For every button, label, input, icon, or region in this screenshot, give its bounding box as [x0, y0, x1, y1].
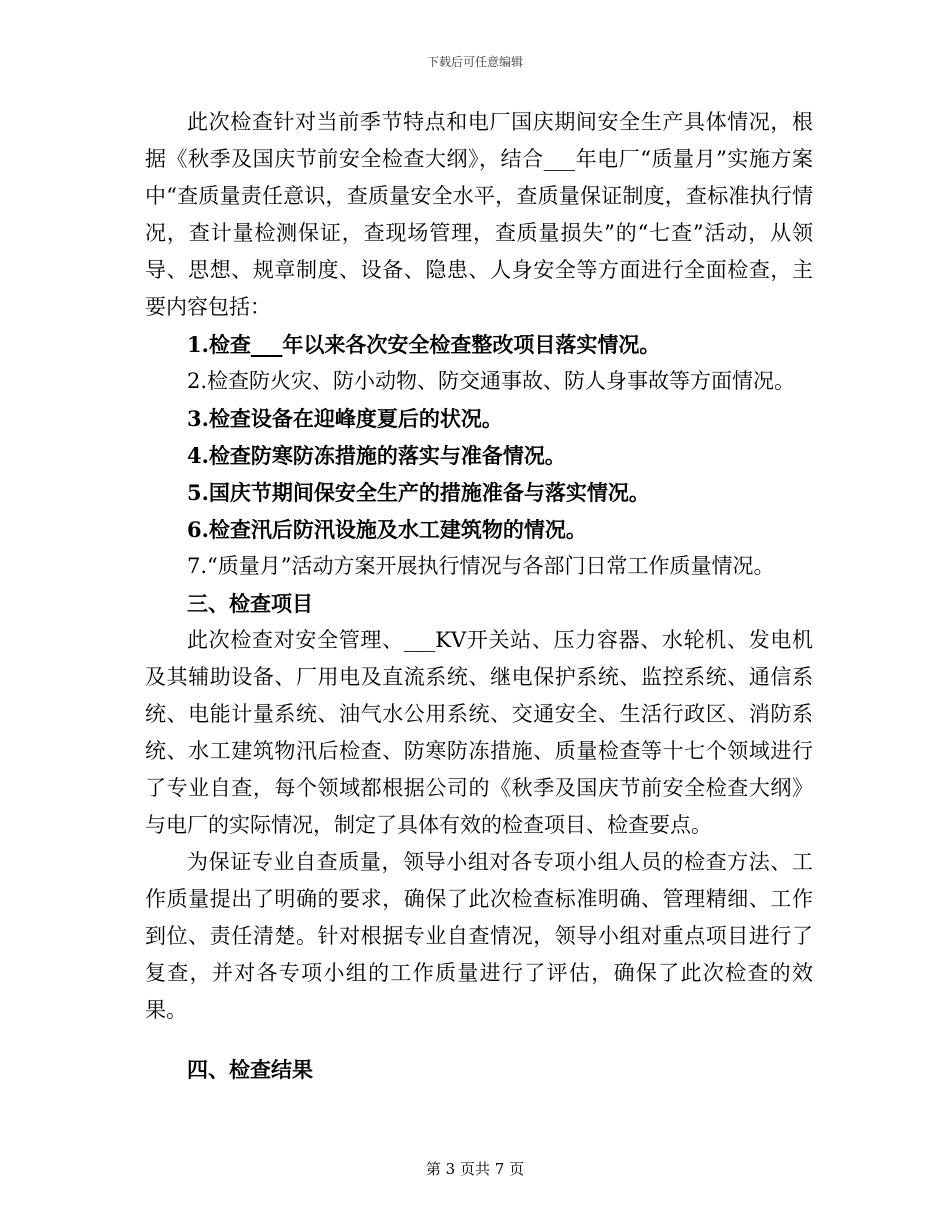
list-item: 4.检查防寒防冻措施的落实与准备情况。 — [187, 443, 566, 468]
section-heading-inspection-items: 三、检查项目 — [187, 591, 313, 616]
section3-paragraph-quality: 为保证专业自查质量，领导小组对各专项小组人员的检查方法、工作质量提出了明确的要求，确保了此次检查标准明确、管理精细、工作到位、责任清楚。针对根据专业自查情况，领导小组对重点项目进行了复查，并对各专项小组的工作质量进行了评估，确保了此次检查的效果。 — [145, 850, 813, 1022]
list-item: 7.“质量月”活动方案开展执行情况与各部门日常工作质量情况。 — [187, 554, 775, 578]
page-header-note: 下载后可任意编辑 — [426, 55, 523, 69]
list-item: 5.国庆节期间保安全生产的措施准备与落实情况。 — [187, 480, 650, 505]
document-body — [145, 104, 813, 1088]
list-item: 2.检查防火灾、防小动物、防交通事故、防人身事故等方面情况。 — [187, 369, 796, 393]
list-item: 6.检查汛后防汛设施及水工建筑物的情况。 — [187, 517, 587, 542]
section3-paragraph-scope: 此次检查对安全管理、___KV开关站、压力容器、水轮机、发电机及其辅助设备、厂用电及直流系统、继电保护系统、监控系统、通信系统、电能计量系统、油气水公用系统、交通安全、生活行政区、消防系统、水工建筑物汛后检查、防寒防冻措施、质量检查等十七个领域进行了专业自查，每个领域都根据公司的《秋季及国庆节前安全检查大纲》与电厂的实际情况，制定了具体有效的检查项目、检查要点。 — [145, 628, 813, 837]
intro-paragraph: 此次检查针对当前季节特点和电厂国庆期间安全生产具体情况，根据《秋季及国庆节前安全检查大纲》，结合___年电厂“质量月”实施方案中“查质量责任意识，查质量安全水平，查质量保证制度，查标准执行情况，查计量检测保证，查现场管理，查质量损失”的“七查”活动，从领导、思想、规章制度、设备、隐患、人身安全等方面进行全面检查，主要内容包括： — [145, 110, 813, 319]
list-item: 3.检查设备在迎峰度夏后的状况。 — [187, 406, 503, 431]
section-heading-inspection-results: 四、检查结果 — [187, 1057, 313, 1082]
page-number-footer: 第 3 页共 7 页 — [425, 1160, 525, 1178]
list-item: 1.检查___年以来各次安全检查整改项目落实情况。 — [187, 332, 661, 357]
